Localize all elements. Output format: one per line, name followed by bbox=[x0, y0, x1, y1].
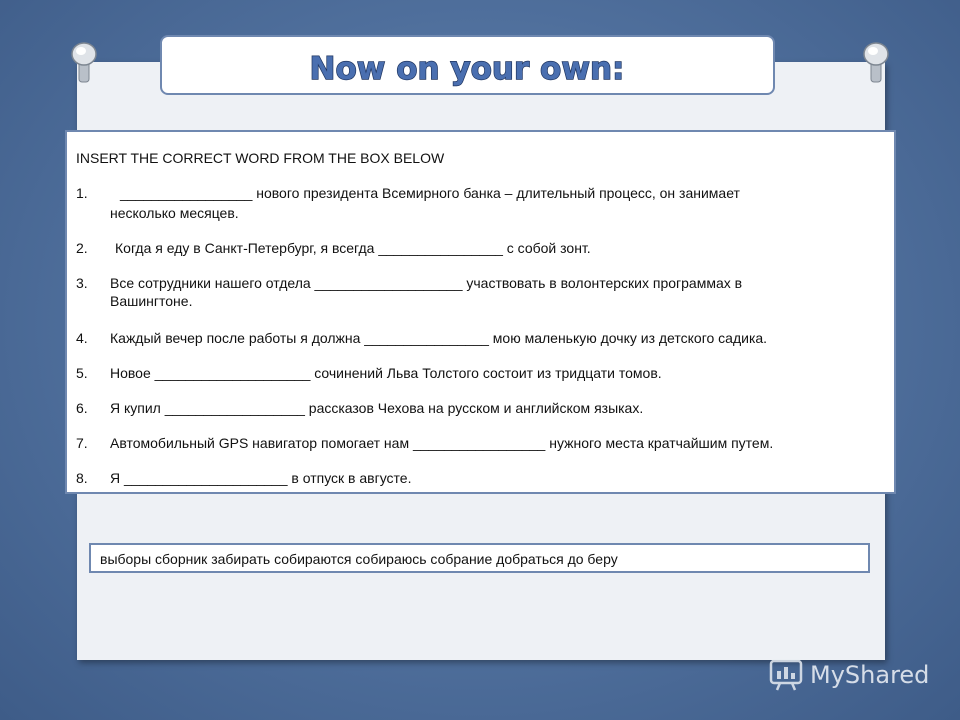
item-text: Каждый вечер после работы я должна ________________ мою маленькую дочку из детского садика. bbox=[110, 330, 768, 346]
item-number: 3. bbox=[76, 275, 88, 291]
item-text-continued: несколько месяцев. bbox=[110, 205, 239, 221]
item-text-continued: Вашингтоне. bbox=[110, 293, 193, 309]
item-text: Все сотрудники нашего отдела ___________________ участвовать в волонтерских программах в bbox=[110, 275, 743, 291]
item-number: 5. bbox=[76, 365, 88, 381]
item-text: Новое ____________________ сочинений Льва Толстого состоит из тридцати томов. bbox=[110, 365, 662, 381]
myshared-watermark bbox=[768, 655, 948, 695]
item-text: Я купил __________________ рассказов Чехова на русском и английском языках. bbox=[110, 400, 644, 416]
item-text: Когда я еду в Санкт-Петербург, я всегда ________________ с собой зонт. bbox=[115, 240, 591, 256]
word-box: выборы сборник забирать собираются собираюсь собрание добраться до беру bbox=[89, 543, 870, 573]
item-text: _________________ нового президента Всемирного банка – длительный процесс, он занимает bbox=[120, 185, 740, 201]
exercise-panel bbox=[65, 130, 896, 494]
pushpin-icon bbox=[66, 40, 102, 86]
exercise-heading: INSERT THE CORRECT WORD FROM THE BOX BELOW bbox=[76, 150, 445, 166]
page-title: Now on your own: bbox=[309, 51, 625, 87]
item-number: 2. bbox=[76, 240, 88, 256]
item-number: 8. bbox=[76, 470, 88, 486]
item-text: Я _____________________ в отпуск в августе. bbox=[110, 470, 412, 486]
watermark-text: MyShared bbox=[810, 661, 930, 689]
item-text: Автомобильный GPS навигатор помогает нам _________________ нужного места кратчайшим путем. bbox=[110, 435, 774, 451]
title-box bbox=[160, 35, 775, 95]
item-number: 6. bbox=[76, 400, 88, 416]
item-number: 7. bbox=[76, 435, 88, 451]
pushpin-icon bbox=[858, 40, 894, 86]
myshared-logo-icon bbox=[771, 661, 801, 690]
item-number: 1. bbox=[76, 185, 88, 201]
item-number: 4. bbox=[76, 330, 88, 346]
